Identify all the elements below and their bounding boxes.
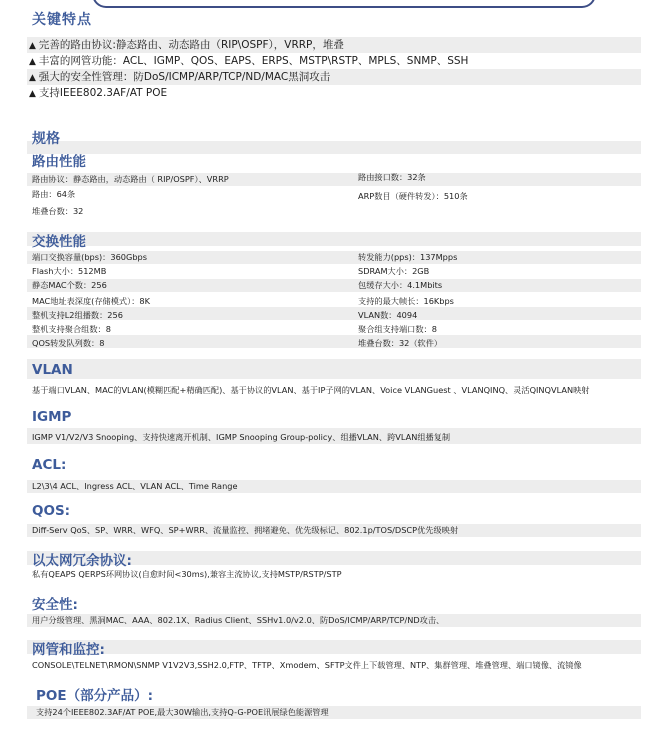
igmp-text: IGMP V1/V2/V3 Snooping、支持快速离开机制、IGMP Snooping Group-policy、组播VLAN、跨VLAN组播复制 xyxy=(32,432,451,442)
routing-interfaces: 路由接口数：32条 xyxy=(358,172,426,182)
feature-item: ▲ 完善的路由协议:静态路由、动态路由（RIP\OSPF），VRRP，堆叠 xyxy=(27,37,641,53)
poe-heading: POE（部分产品）: xyxy=(36,688,153,704)
routing-arp: ARP数目（硬件转发）：510条 xyxy=(358,191,468,201)
security-text: 用户分级管理、黑洞MAC、AAA、802.1X、Radius Client、SSHv1.0/v2.0、防DoS/ICMP/ARP/TCP/ND攻击、 xyxy=(32,615,445,625)
stack-count: 堆叠台数：32（软件） xyxy=(358,338,443,348)
row-band xyxy=(27,335,641,348)
igmp-heading: IGMP xyxy=(32,409,72,425)
vlan-count: VLAN数：4094 xyxy=(358,310,418,320)
routing-protocol: 路由协议：静态路由，动态路由（ RIP/OSPF）、VRRP xyxy=(32,174,229,184)
section-band xyxy=(27,359,641,379)
vlan-heading: VLAN xyxy=(32,362,73,378)
row-band xyxy=(27,279,641,292)
ethernet-heading: 以太网冗余协议: xyxy=(32,553,132,569)
triangle-bullet-icon: ▲ xyxy=(29,89,36,99)
l2-multicast: 整机支持L2组播数：256 xyxy=(32,310,123,320)
vlan-text: 基于端口VLAN、MAC的VLAN(模糊匹配+精确匹配)、基于协议的VLAN、基于IP子网的VLAN、Voice VLANGuest 、VLANQINQ、灵活QINQVLAN映射 xyxy=(32,385,590,395)
mac-table: MAC地址表深度(存储模式）：8K xyxy=(32,296,150,306)
aggregation-groups: 整机支持聚合组数：8 xyxy=(32,324,111,334)
switching-heading: 交换性能 xyxy=(32,234,86,250)
triangle-bullet-icon: ▲ xyxy=(29,73,36,83)
routing-stack: 堆叠台数：32 xyxy=(32,206,84,216)
spec-title-band xyxy=(27,141,641,154)
forwarding-rate: 转发能力(pps)：137Mpps xyxy=(358,252,458,262)
qos-text: Diff-Serv QoS、SP、WRR、WFQ、SP+WRR、流量监控、拥堵避免、优先级标记、802.1p/TOS/DSCP优先级映射 xyxy=(32,525,459,535)
qos-queues: QOS转发队列数：8 xyxy=(32,338,105,348)
feature-item: ▲ 丰富的网管功能：ACL、IGMP、QOS、EAPS、ERPS、MSTP\RSTP、MPLS、SNMP、SSH xyxy=(29,55,469,67)
sdram-size: SDRAM大小：2GB xyxy=(358,266,430,276)
flash-size: Flash大小：512MB xyxy=(32,266,107,276)
static-mac: 静态MAC个数：256 xyxy=(32,280,107,290)
aggregation-ports: 聚合组支持端口数：8 xyxy=(358,324,437,334)
switch-capacity: 端口交换容量(bps)：360Gbps xyxy=(32,252,147,262)
key-features-title: 关键特点 xyxy=(32,12,92,28)
packet-buffer: 包缓存大小：4.1Mbits xyxy=(358,280,443,290)
management-heading: 网管和监控: xyxy=(32,642,105,658)
routing-routes: 路由：64条 xyxy=(32,189,76,199)
header-frame xyxy=(92,0,596,8)
key-features-list xyxy=(27,37,641,101)
section-band xyxy=(27,640,641,654)
acl-text: L2\3\4 ACL、Ingress ACL、VLAN ACL、Time Range xyxy=(32,481,238,491)
max-frame: 支持的最大帧长：16Kbps xyxy=(358,296,454,306)
specs-title: 规格 xyxy=(32,131,60,147)
triangle-bullet-icon: ▲ xyxy=(29,41,36,51)
management-text: CONSOLE\TELNET\RMON\SNMP V1V2V3,SSH2.0,FTP、TFTP、Xmodem、SFTP文件上下载管理、NTP、集群管理、堆叠管理、端口镜像、流镜像 xyxy=(32,660,582,670)
ethernet-text: 私有QEAPS QERPS环网协议(自愈时间<30ms),兼容主流协议,支持MSTP/RSTP/STP xyxy=(32,569,342,579)
acl-heading: ACL: xyxy=(32,457,67,473)
triangle-bullet-icon: ▲ xyxy=(29,57,36,67)
security-heading: 安全性: xyxy=(32,597,78,613)
routing-heading: 路由性能 xyxy=(32,154,86,170)
section-band xyxy=(27,232,641,246)
poe-text: 支持24个IEEE802.3AF/AT POE,最大30W输出,支持Q-G-POE讯展绿色能源管理 xyxy=(36,707,329,717)
feature-item: ▲ 强大的安全性管理：防DoS/ICMP/ARP/TCP/ND/MAC黑洞攻击 xyxy=(27,69,641,85)
qos-heading: QOS: xyxy=(32,503,71,519)
feature-item: ▲ 支持IEEE802.3AF/AT POE xyxy=(29,87,168,99)
